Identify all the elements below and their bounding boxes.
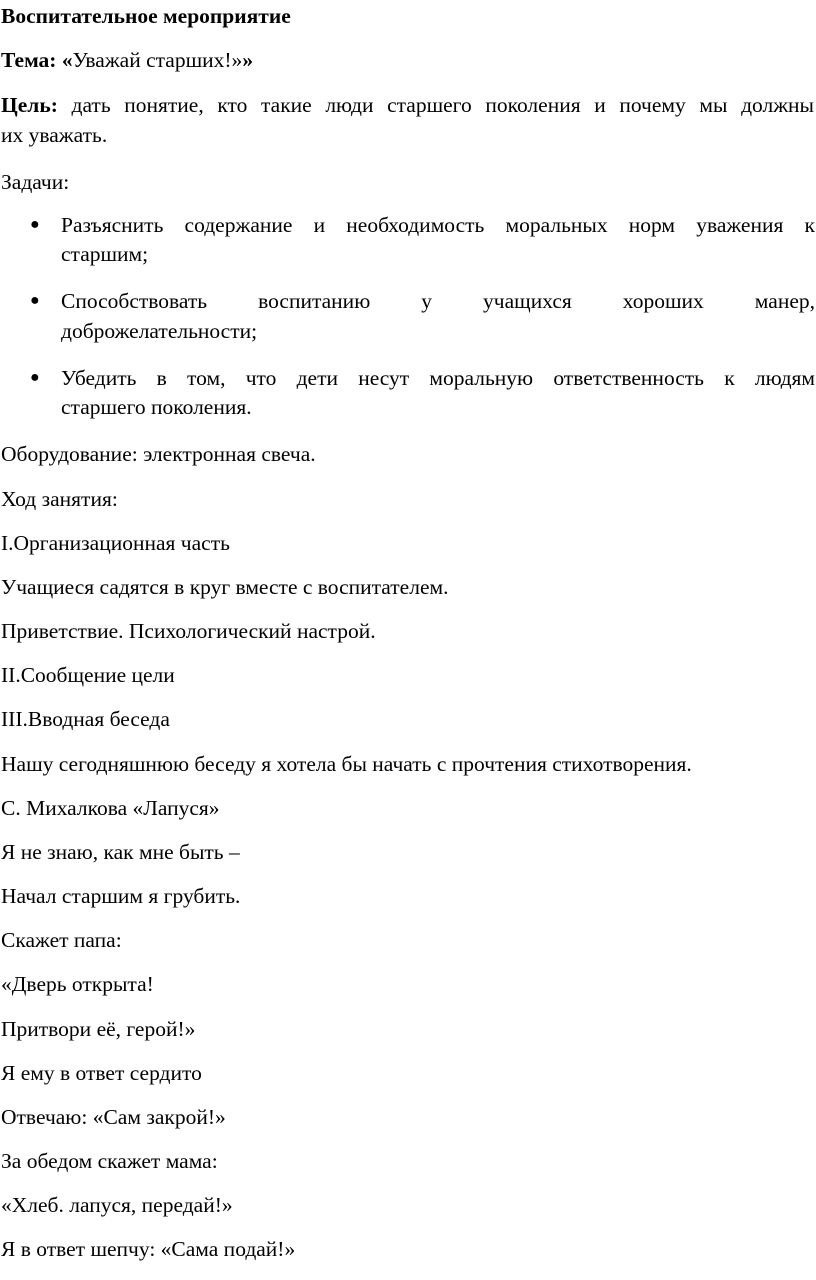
theme-open-quote: « <box>61 48 73 72</box>
poem-line: «Дверь открыта! <box>1 972 154 996</box>
section-1-heading: I.Организационная часть <box>1 531 230 555</box>
paragraph: Приветствие. Психологический настрой. <box>1 619 376 643</box>
bullet-icon: ● <box>30 216 40 233</box>
theme-label: Тема: <box>1 48 57 72</box>
equipment-line: Оборудование: электронная свеча. <box>1 442 316 466</box>
goal-label: Цель: <box>1 93 58 117</box>
section-3-heading: III.Вводная беседа <box>1 707 170 731</box>
goal-text-line-2: их уважать. <box>1 123 108 147</box>
theme-text: Уважай старших!» <box>72 48 243 72</box>
paragraph: Нашу сегодняшнюю беседу я хотела бы начать с прочтения стихотворения. <box>1 752 692 776</box>
poem-line: Начал старшим я грубить. <box>1 884 241 908</box>
section-2-heading: II.Сообщение цели <box>1 663 175 687</box>
paragraph: Учащиеся садятся в круг вместе с воспитателем. <box>1 575 449 599</box>
bullet-icon: ● <box>30 369 40 386</box>
poem-line: Скажет папа: <box>1 928 122 952</box>
poem-attribution: С. Михалкова «Лапуся» <box>1 796 220 820</box>
poem-line: Притвори её, герой!» <box>1 1017 196 1041</box>
poem-line: Я не знаю, как мне быть – <box>1 840 240 864</box>
goal-line-1 <box>1 91 814 119</box>
task-1-line-2: старшим; <box>61 242 149 266</box>
tasks-heading: Задачи: <box>1 170 70 194</box>
bullet-icon: ● <box>30 292 40 309</box>
theme-close-quote: » <box>242 48 254 72</box>
lesson-flow-heading: Ход занятия: <box>1 487 118 511</box>
theme-line <box>1 46 253 74</box>
poem-line: За обедом скажет мама: <box>1 1149 218 1173</box>
poem-line: Отвечаю: «Сам закрой!» <box>1 1105 226 1129</box>
task-2-line-1: Способствовать воспитанию у учащихся хороших манер, <box>61 289 815 313</box>
task-3-line-1: Убедить в том, что дети несут моральную ответственность к людям <box>61 366 815 390</box>
poem-line: Я в ответ шепчу: «Сама подай!» <box>1 1237 296 1261</box>
task-3-line-2: старшего поколения. <box>61 395 252 419</box>
poem-line: «Хлеб. лапуся, передай!» <box>1 1193 233 1217</box>
poem-line: Я ему в ответ сердито <box>1 1061 202 1085</box>
task-1-line-1: Разъяснить содержание и необходимость моральных норм уважения к <box>61 213 815 237</box>
task-2-line-2: доброжелательности; <box>61 319 258 343</box>
document-title: Воспитательное мероприятие <box>1 4 291 28</box>
goal-text-line-1: дать понятие, кто такие люди старшего поколения и почему мы должны <box>71 93 815 117</box>
